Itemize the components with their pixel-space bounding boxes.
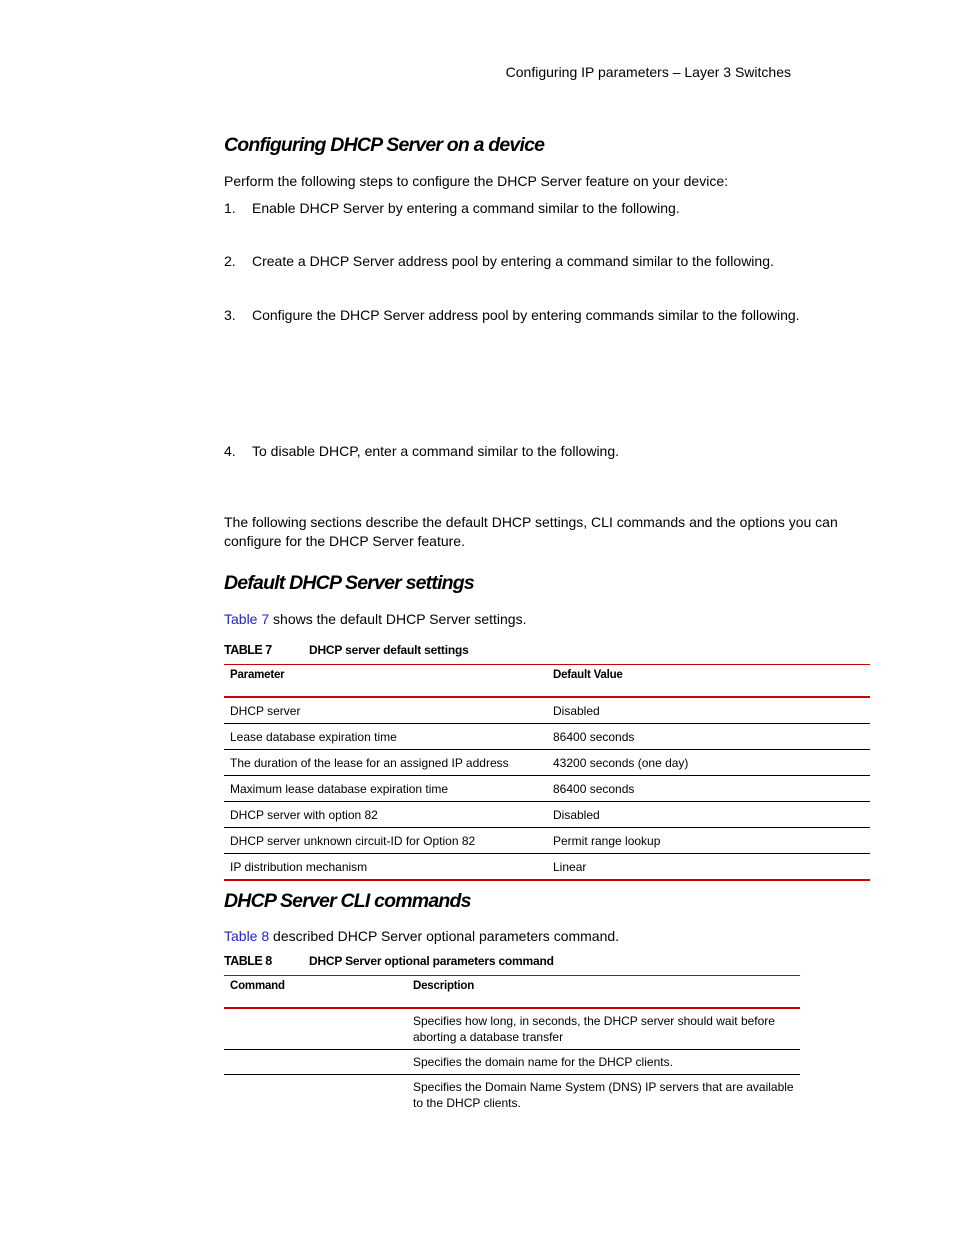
step-number: 3. [224, 307, 236, 323]
section-title-default-settings: Default DHCP Server settings [224, 572, 474, 594]
section-title-cli-commands: DHCP Server CLI commands [224, 890, 471, 912]
table8 [224, 975, 800, 1115]
table-header-row [224, 976, 800, 1009]
cell-parameter: DHCP server unknown circuit-ID for Option 82 [224, 828, 547, 854]
cell-command [224, 1008, 407, 1050]
table7-reference-text: shows the default DHCP Server settings. [269, 611, 527, 627]
table8-reference-text: described DHCP Server optional parameters command. [269, 928, 620, 944]
table-header-row [224, 665, 870, 698]
cell-parameter: Maximum lease database expiration time [224, 776, 547, 802]
cell-default-value: Disabled [547, 697, 870, 724]
column-header-default-value: Default Value [553, 669, 623, 681]
cell-default-value: Permit range lookup [547, 828, 870, 854]
table8-link[interactable]: Table 8 [224, 928, 270, 944]
table-row [224, 854, 870, 881]
section-title-configuring-dhcp-server: Configuring DHCP Server on a device [224, 134, 545, 156]
table-row [224, 697, 870, 724]
cell-default-value: Disabled [547, 802, 870, 828]
table8-title: DHCP Server optional parameters command [309, 954, 554, 968]
cell-parameter: DHCP server [224, 697, 547, 724]
table8-label: TABLE 8 [224, 954, 272, 968]
table8-reference [224, 927, 619, 946]
step-text: Enable DHCP Server by entering a command similar to the following. [252, 200, 680, 216]
table7-link[interactable]: Table 7 [224, 611, 270, 627]
table-row [224, 1075, 800, 1116]
table7-caption [224, 643, 469, 657]
cell-parameter: Lease database expiration time [224, 724, 547, 750]
step-text: Create a DHCP Server address pool by entering a command similar to the following. [252, 253, 774, 269]
step-4 [224, 443, 864, 463]
cell-default-value: 86400 seconds [547, 776, 870, 802]
step-3 [224, 307, 864, 327]
table7 [224, 664, 870, 881]
column-header-description: Description [413, 980, 475, 992]
table7-title: DHCP server default settings [309, 643, 469, 657]
cell-parameter: IP distribution mechanism [224, 854, 547, 881]
cell-description: Specifies the domain name for the DHCP clients. [407, 1050, 800, 1075]
cell-parameter: The duration of the lease for an assigned IP address [224, 750, 547, 776]
cell-description: Specifies how long, in seconds, the DHCP server should wait before aborting a database transfer [407, 1008, 800, 1050]
cell-default-value: 43200 seconds (one day) [547, 750, 870, 776]
intro-paragraph: Perform the following steps to configure the DHCP Server feature on your device: [224, 173, 728, 189]
cell-default-value: 86400 seconds [547, 724, 870, 750]
table7-label: TABLE 7 [224, 643, 272, 657]
cell-command [224, 1050, 407, 1075]
step-number: 2. [224, 253, 236, 269]
step-2 [224, 253, 864, 273]
table-row [224, 1050, 800, 1075]
cell-default-value: Linear [547, 854, 870, 881]
column-header-parameter: Parameter [230, 669, 285, 681]
table-row [224, 828, 870, 854]
cell-parameter: DHCP server with option 82 [224, 802, 547, 828]
table-row [224, 724, 870, 750]
step-number: 1. [224, 200, 236, 216]
cell-command [224, 1075, 407, 1116]
table-row [224, 776, 870, 802]
step-text: Configure the DHCP Server address pool by entering commands similar to the following. [252, 307, 800, 323]
running-header: Configuring IP parameters – Layer 3 Switches [505, 64, 791, 80]
column-header-command: Command [230, 980, 285, 992]
step-text: To disable DHCP, enter a command similar to the following. [252, 443, 620, 459]
cell-description: Specifies the Domain Name System (DNS) IP servers that are available to the DHCP clients. [413, 1080, 794, 1110]
table7-reference [224, 610, 526, 629]
step-1 [224, 200, 864, 220]
table-row [224, 1008, 800, 1050]
table-row [224, 802, 870, 828]
outro-paragraph: The following sections describe the default DHCP settings, CLI commands and the options you can configure for the DHCP Server feature. [224, 514, 838, 549]
table-row [224, 750, 870, 776]
step-number: 4. [224, 443, 236, 459]
table8-caption [224, 954, 554, 968]
